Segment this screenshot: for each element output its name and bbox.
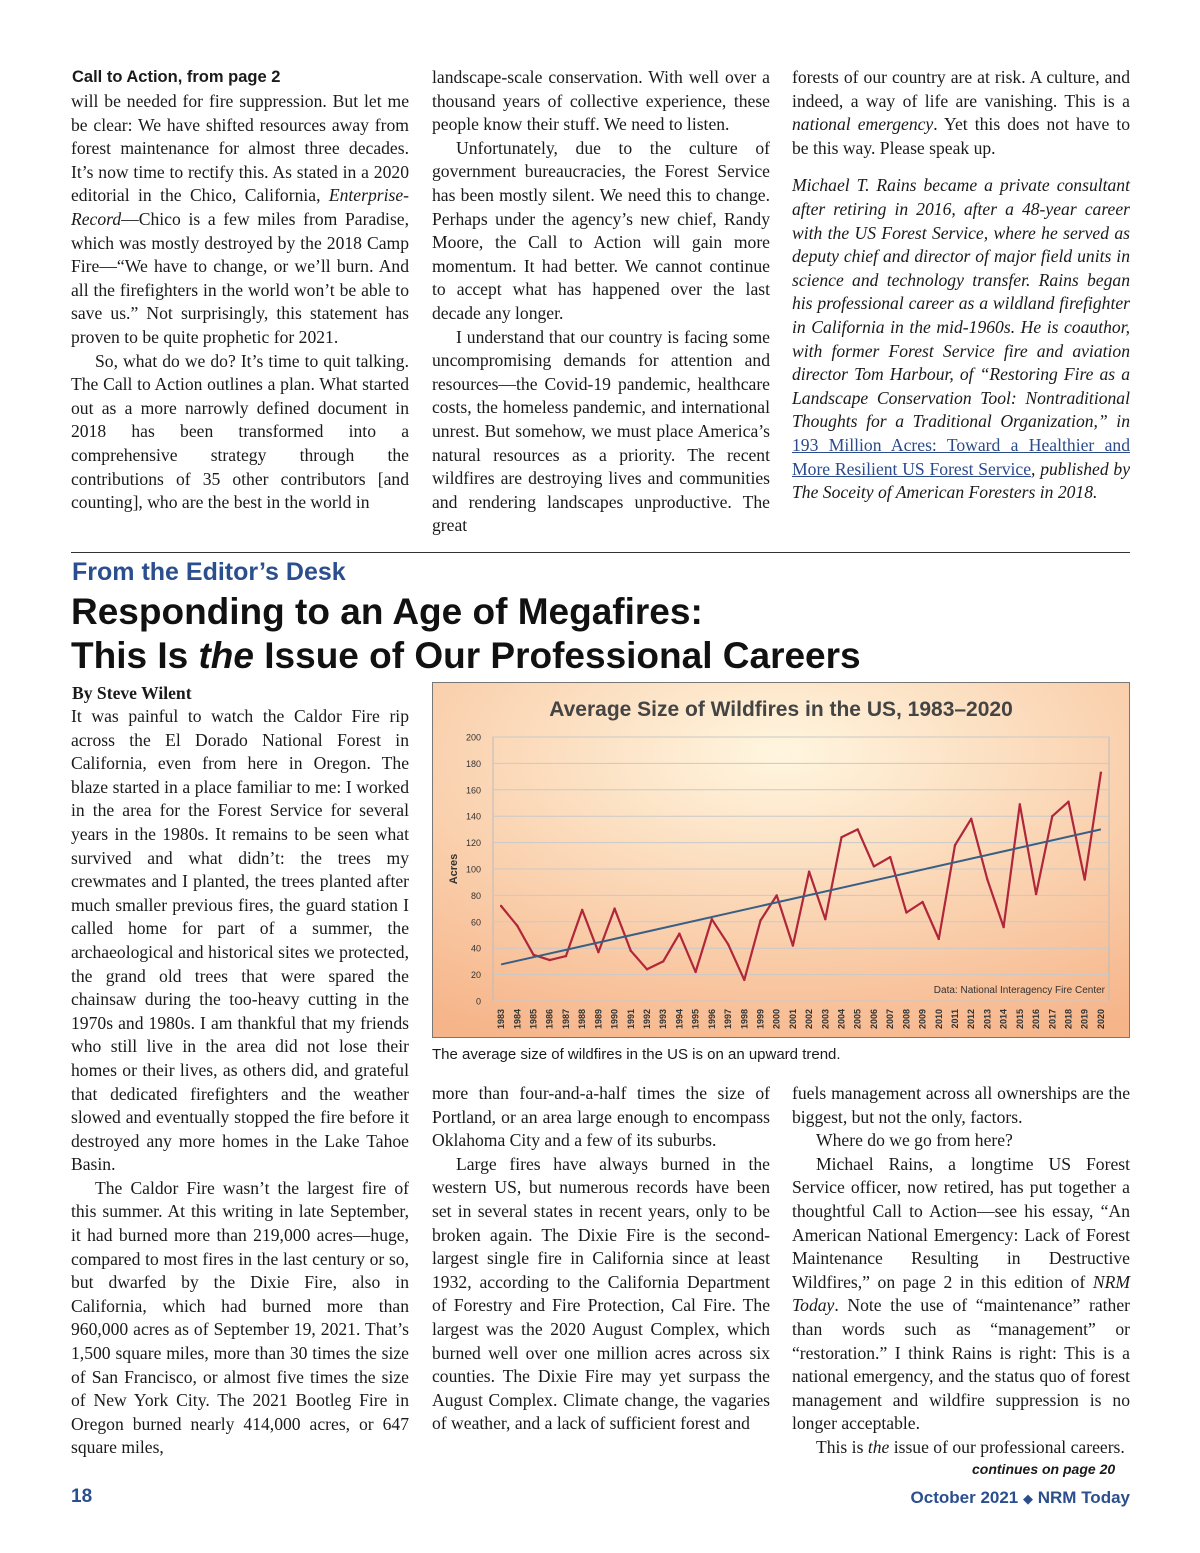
top-column-1 xyxy=(71,90,409,515)
wildfire-chart xyxy=(432,682,1130,1038)
x-tick-label: 1991 xyxy=(625,1009,636,1030)
data-point xyxy=(1002,926,1004,928)
author-bio: Michael T. Rains became a private consultant after retiring in 2016, after a 48-year career with the US Forest Service, where he served as deputy chief and director of major field units in science and technology transfer. Rains began his professional career as a wildland firefighter in California in the mid-1960s. He is coauthor, with former Forest Service fire and aviation director Tom Harbour, of “Restoring Fire as a Landscape Conservation Tool: Nontraditional Thoughts for a Traditional Organization,” in 193 Million Acres: Toward a Healthier and More Resilient US Forest Service, published by The Soceity of American Foresters in 2018. xyxy=(792,175,1130,503)
headline xyxy=(71,590,861,678)
article-column-1 xyxy=(71,705,409,1460)
paragraph: The Caldor Fire wasn’t the largest fire of this summer. At this writing in late September, it had burned more than 219,000 acres—huge, compared to most fires in the last century or so, but dwarfed by the Dixie Fire, also in California, which had burned more than 960,000 acres as of September 19, 2021. That’s 1,500 square miles, more than 30 times the size of San Francisco, or almost five times the size of New York City. The 2021 Bootleg Fire in Oregon burned nearly 414,000 acres, or 647 square miles, xyxy=(71,1177,409,1458)
paragraph: forests of our country are at risk. A culture, and indeed, a way of life are vanishing. This is a national emergency. Yet this does not have to be this way. Please speak up. xyxy=(792,67,1130,158)
article-column-2 xyxy=(432,1082,770,1436)
x-tick-label: 1995 xyxy=(690,1009,701,1030)
x-tick-label: 2018 xyxy=(1063,1009,1074,1030)
data-point xyxy=(840,836,842,838)
data-point xyxy=(905,911,907,913)
x-tick-label: 1994 xyxy=(674,1009,685,1030)
x-tick-label: 2014 xyxy=(998,1009,1009,1030)
data-point xyxy=(1019,803,1021,805)
data-point xyxy=(938,938,940,940)
data-point xyxy=(516,925,518,927)
y-tick-label: 140 xyxy=(465,811,481,822)
data-point xyxy=(532,954,534,956)
data-point xyxy=(808,870,810,872)
x-tick-label: 2010 xyxy=(933,1009,944,1030)
paragraph: I understand that our country is facing some uncompromising demands for attention and resources—the Covid-19 pandemic, healthcare costs, the homeless pandemic, and international unrest. But somehow, we must place America’s natural resources as a priority. The recent wildfires are destroying lives and communities and rendering landscapes unproductive. The great xyxy=(432,326,770,536)
book-link[interactable]: 193 Million Acres: Toward a Healthier and More Resilient US Forest Service xyxy=(792,434,1130,479)
data-point xyxy=(986,878,988,880)
x-tick-label: 2004 xyxy=(836,1009,847,1030)
data-point xyxy=(792,944,794,946)
x-tick-label: 2003 xyxy=(820,1009,831,1030)
x-tick-label: 1985 xyxy=(528,1009,539,1030)
data-point xyxy=(1083,878,1085,880)
paragraph: more than four-and-a-half times the size of Portland, or an area large enough to encompass Oklahoma City and a few of its suburbs. xyxy=(432,1083,770,1151)
x-tick-label: 2020 xyxy=(1095,1009,1106,1030)
data-point xyxy=(646,968,648,970)
paragraph: Where do we go from here? xyxy=(816,1130,1013,1151)
data-point xyxy=(1067,800,1069,802)
data-point xyxy=(743,979,745,981)
data-point xyxy=(1035,893,1037,895)
page-number: 18 xyxy=(71,1486,93,1507)
y-tick-label: 120 xyxy=(465,838,481,849)
x-tick-label: 2011 xyxy=(950,1009,960,1029)
y-tick-label: 160 xyxy=(465,785,481,796)
x-tick-label: 2002 xyxy=(804,1009,815,1030)
chart-svg xyxy=(433,683,1129,1037)
data-point xyxy=(970,818,972,820)
data-point xyxy=(759,919,761,921)
data-point xyxy=(694,971,696,973)
data-point xyxy=(889,856,891,858)
chart-title: Average Size of Wildfires in the US, 1983–2020 xyxy=(549,698,1013,721)
y-tick-label: 80 xyxy=(470,890,481,901)
paragraph: landscape-scale conservation. With well over a thousand years of collective experience, these people know their stuff. We need to listen. xyxy=(432,67,770,135)
x-tick-label: 2013 xyxy=(982,1009,993,1030)
y-tick-label: 40 xyxy=(470,943,481,954)
chart-source-note: Data: National Interagency Fire Center xyxy=(933,985,1105,996)
x-tick-label: 1988 xyxy=(577,1009,588,1030)
section-heading: From the Editor’s Desk xyxy=(72,558,346,586)
data-point xyxy=(857,828,859,830)
y-tick-label: 20 xyxy=(470,970,481,981)
paragraph: Unfortunately, due to the culture of government bureaucracies, the Forest Service has been mostly silent. We need this to change. Perhaps under the agency’s new chief, Randy Moore, the Call to Action will gain more momentum. It had better. We cannot continue to accept what has happened over the last decade any longer. xyxy=(432,137,770,323)
data-point xyxy=(1100,771,1102,773)
x-tick-label: 2006 xyxy=(868,1009,879,1030)
data-point xyxy=(711,918,713,920)
x-tick-label: 2007 xyxy=(885,1009,896,1030)
x-tick-label: 2016 xyxy=(1031,1009,1042,1030)
x-tick-label: 1987 xyxy=(560,1009,571,1030)
headline-line-1: Responding to an Age of Megafires: xyxy=(71,591,703,632)
data-point xyxy=(662,960,664,962)
paragraph: Large fires have always burned in the western US, but numerous records have been set in several states in recent years, only to be broken again. The Dixie Fire is the second-largest single fire in California since at least 1932, according to the California Department of Forestry and Fire Protection, Cal Fire. The largest was the 2020 August Complex, which burned well over one million acres across six counties. The Dixie Fire may yet surpass the August Complex. Climate change, the vagaries of weather, and a lack of sufficient forest and xyxy=(432,1153,770,1434)
x-tick-label: 1984 xyxy=(512,1009,523,1030)
y-tick-label: 60 xyxy=(470,917,481,928)
paragraph: Michael Rains, a longtime US Forest Service officer, now retired, has put together a thoughtful Call to Action—see his essay, “An American National Emergency: Lack of Forest Maintenance Resulting in Destructive Wildfires,” on page 2 in this edition of NRM Today. Note the use of “maintenance” rather than words such as “management” or “restoration.” I think Rains is right: This is a national emergency, and the status quo of forest management and wildfire suppression is no longer acceptable. xyxy=(792,1153,1130,1434)
x-tick-label: 2017 xyxy=(1047,1009,1058,1030)
paragraph: It was painful to watch the Caldor Fire rip across the El Dorado National Forest in California, even from here in Oregon. The blaze started in a place familiar to me: I worked in the area for the Forest Service for several years in the 1980s. It remains to be seen what survived and what didn’t: the trees my crewmates and I planted, the trees planted after much smaller previous fires, the guard station I called home for part of a summer, the archaeological and historical sites we protected, the grand old trees that were spared the chainsaw during the too-heavy cutting in the 1970s and 1980s. I am thankful that my friends who still live in the area did not lose their homes or their lives, as others did, and grateful that dedicated firefighters and the weather slowed and eventually stopped the fire before it destroyed any more homes in the Lake Tahoe Basin. xyxy=(71,706,409,1175)
chart-caption: The average size of wildfires in the US is on an upward trend. xyxy=(432,1046,841,1063)
x-tick-label: 1997 xyxy=(723,1009,734,1030)
section-divider xyxy=(71,552,1130,553)
x-tick-label: 1986 xyxy=(544,1009,555,1030)
issue-footer: October 2021 ◆ NRM Today xyxy=(910,1488,1130,1507)
x-tick-label: 1993 xyxy=(658,1009,669,1030)
data-point xyxy=(727,943,729,945)
x-tick-label: 1990 xyxy=(609,1009,620,1030)
data-point xyxy=(597,951,599,953)
data-point xyxy=(775,894,777,896)
x-tick-label: 1992 xyxy=(642,1009,652,1030)
data-point xyxy=(873,865,875,867)
x-tick-label: 2001 xyxy=(787,1009,798,1030)
x-tick-label: 1996 xyxy=(706,1009,717,1030)
paragraph: So, what do we do? It’s time to quit talking. The Call to Action outlines a plan. What started out as a more narrowly defined document in 2018 has been transformed into a comprehensive strategy through the contributions of 35 other contributors [and counting], who are the best in the world in xyxy=(71,350,409,513)
y-axis-label: Acres xyxy=(448,853,460,885)
top-column-2 xyxy=(432,66,770,538)
data-point xyxy=(549,959,551,961)
paragraph: fuels management across all ownerships are the biggest, but not the only, factors. xyxy=(792,1083,1130,1127)
data-point xyxy=(678,932,680,934)
y-tick-label: 100 xyxy=(465,864,481,875)
continues-note[interactable]: continues on page 20 xyxy=(972,1461,1116,1477)
byline: By Steve Wilent xyxy=(72,683,192,703)
x-tick-label: 2000 xyxy=(771,1009,782,1030)
chart-background xyxy=(433,683,1129,1037)
x-tick-label: 1998 xyxy=(739,1009,750,1030)
article-column-3 xyxy=(792,1082,1130,1460)
x-tick-label: 1999 xyxy=(755,1009,766,1030)
x-tick-label: 2008 xyxy=(901,1009,912,1030)
data-point xyxy=(613,907,615,909)
x-tick-label: 2015 xyxy=(1014,1009,1025,1030)
data-point xyxy=(954,844,956,846)
data-point xyxy=(921,901,923,903)
data-point xyxy=(565,955,567,957)
data-point xyxy=(1051,815,1053,817)
paragraph: This is the issue of our professional careers. xyxy=(816,1436,1125,1457)
x-tick-label: 1989 xyxy=(593,1009,604,1030)
data-point xyxy=(581,909,583,911)
x-tick-label: 2005 xyxy=(852,1009,863,1030)
headline-line-2: This Is the Issue of Our Professional Careers xyxy=(71,635,861,676)
y-tick-label: 0 xyxy=(475,996,481,1007)
top-column-3 xyxy=(792,66,1130,505)
data-point xyxy=(500,905,502,907)
y-tick-label: 200 xyxy=(465,732,481,743)
x-tick-label: 2012 xyxy=(966,1009,977,1030)
x-tick-label: 2009 xyxy=(917,1009,928,1030)
paragraph: will be needed for fire suppression. But let me be clear: We have shifted resources away from forest maintenance for almost three decades. It’s now time to rectify this. As stated in a 2020 editorial in the Chico, California, Enterprise-Record—Chico is a few miles from Paradise, which was mostly destroyed by the 2018 Camp Fire—“We have to change, or we’ll burn. And all the firefighters in the world won’t be able to save us.” Not surprisingly, this statement has proven to be quite prophetic for 2021. xyxy=(71,91,409,347)
continued-kicker: Call to Action, from page 2 xyxy=(72,68,281,86)
data-point xyxy=(630,950,632,952)
x-tick-label: 1983 xyxy=(496,1009,507,1030)
x-tick-label: 2019 xyxy=(1079,1009,1090,1030)
diamond-icon: ◆ xyxy=(1023,1491,1034,1506)
data-point xyxy=(824,918,826,920)
y-tick-label: 180 xyxy=(465,758,481,769)
